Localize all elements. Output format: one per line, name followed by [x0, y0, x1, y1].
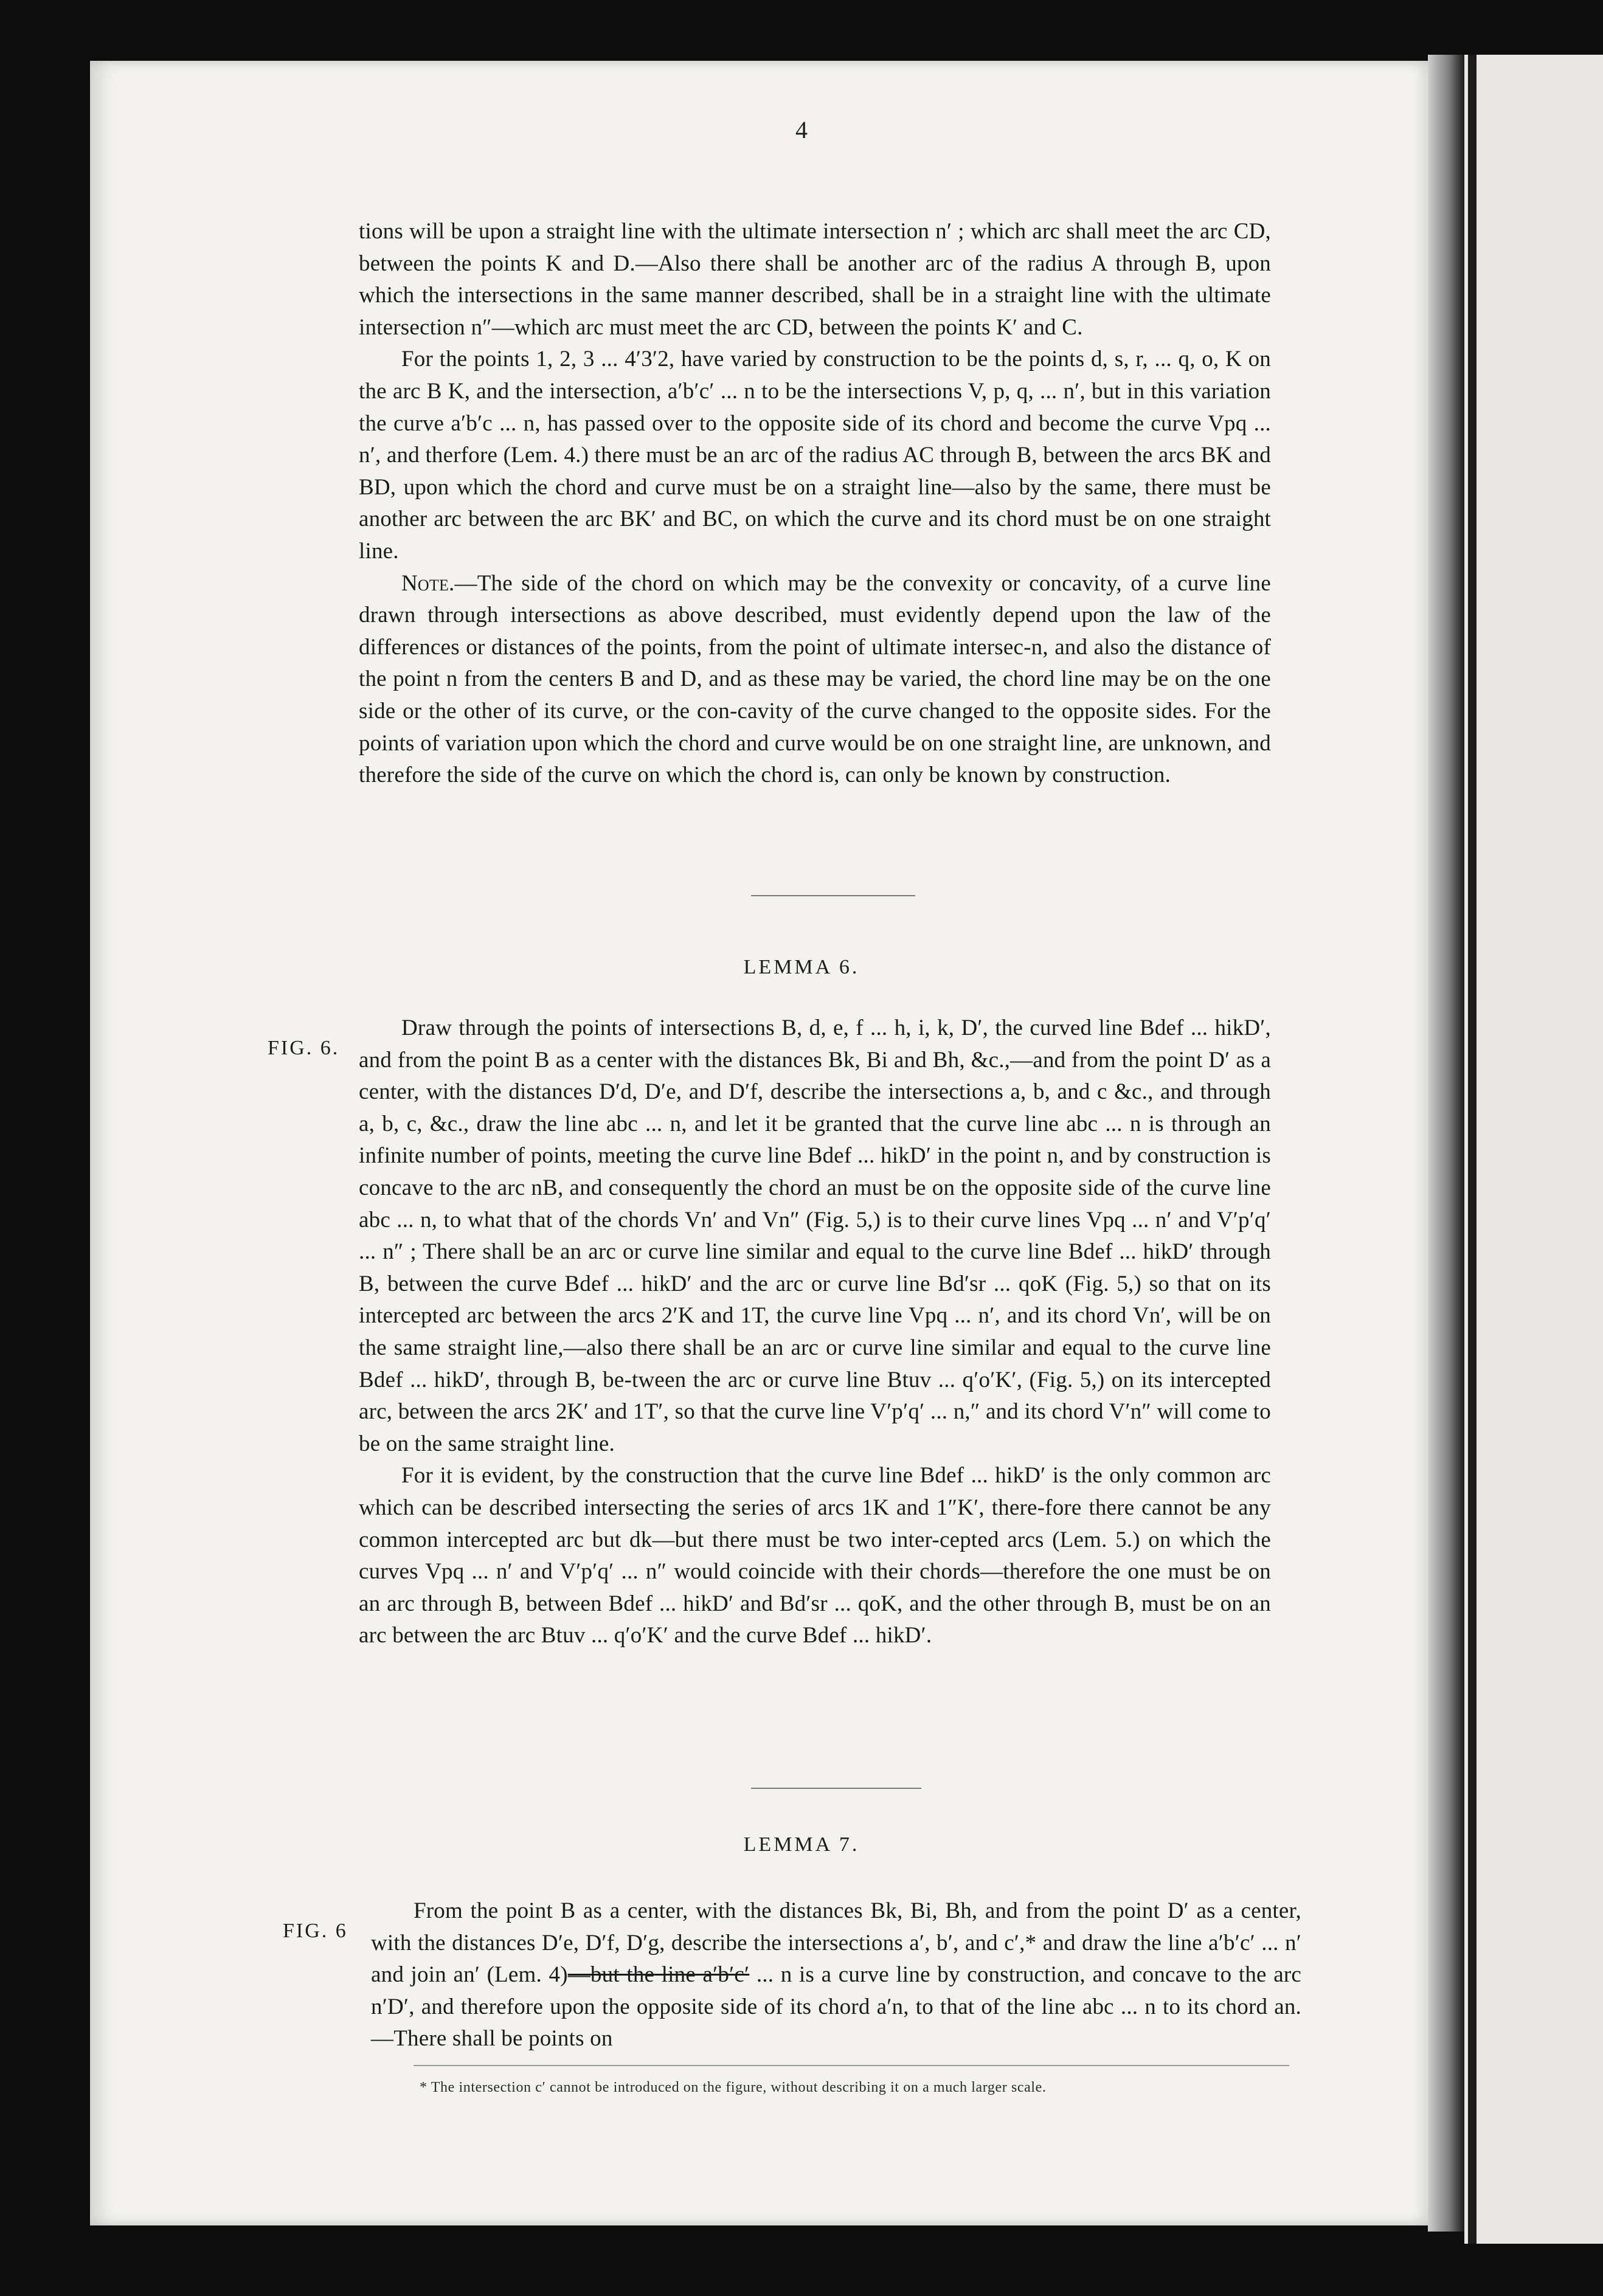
lemma-7-body	[371, 1895, 1301, 2055]
lemma-7-text-start: From the point B as a center, with the distances Bk, Bi, Bh, and from the point D′ as a center, with the distances D′e, D′f, D′g, describe the intersections a′, b′, and c′,* and draw the line a′b′c′ ... n′ and join an′ (Lem. 4)	[371, 1898, 1301, 1988]
page-number: 4	[795, 116, 808, 144]
lemma-6-paragraph-2: For it is evident, by the construction that the curve line Bdef ... hikD′ is the only common arc which can be described intersecting the series of arcs 1K and 1″K′, there-fore there cannot be any common intercepted arc but dk—but there must be two inter-cepted arcs (Lem. 5.) on which the curves Vpq ... n′ and V′p′q′ ... n″ would coincide with their chords—therefore the one must be on an arc through B, between Bdef ... hikD′ and Bd′sr ... qoK, and the other through B, must be on an arc between the arc Btuv ... q′o′K′ and the curve Bdef ... hikD′.	[359, 1463, 1271, 1648]
lemma-7-struck-text: —but the line a′b′c′	[567, 1962, 750, 1988]
lemma-6-body	[359, 1012, 1271, 1652]
footnote: * The intersection c′ cannot be introduced on the figure, without describing it on a much larger scale.	[420, 2080, 1047, 2095]
section-divider-1	[751, 895, 915, 896]
intro-section	[359, 216, 1271, 792]
lemma-7-paragraph	[371, 1895, 1301, 2055]
footnote-divider	[414, 2065, 1289, 2066]
book-gutter-shadow	[1428, 55, 1464, 2232]
note-label: Note.	[401, 570, 455, 596]
note-text: —The side of the chord on which may be the convexity or concavity, of a curve line drawn through intersections as above described, must evidently depend upon the law of the differences or distances of the points, from the point of ultimate intersec-n, and also the distance of the point n from the centers B and D, and as these may be varied, the chord line may be on the one side or the other of its curve, or the con-cavity of the curve changed to the opposite sides. For the points of variation upon which the chord and curve would be on one straight line, are unknown, and therefore the side of the curve on which the chord is, can only be known by construction.	[359, 570, 1271, 788]
lemma-7-text-end: ... n is a curve line by construction, and concave to the arc n′D′, and therefore upon the opposite side of its chord a′n, to that of the line abc ... n to its chord an.—There shall be points on	[371, 1962, 1301, 2052]
section-divider-2	[751, 1788, 921, 1789]
lemma-7-fig-label: FIG. 6	[283, 1920, 348, 1942]
facing-page-edge	[1464, 55, 1603, 2244]
lemma-6-paragraph-1: Draw through the points of intersections B, d, e, f ... h, i, k, D′, the curved line Bdef ... hikD′, and from the point B as a center with the distances Bk, Bi and Bh, &c.,—and from the point D′ as a center, with the distances D′d, D′e, and D′f, describe the intersections a, b, and c &c., and through a, b, c, &c., draw the line abc ... n, and let it be granted that the curve line abc ... n is through an infinite number of points, meeting the curve line Bdef ... hikD′ in the point n, and by construction is concave to the arc nB, and consequently the chord an must be on the opposite side of the curve line abc ... n, to what that of the chords Vn′ and Vn″ (Fig. 5,) is to their curve lines Vpq ... n′ and V′p′q′ ... n″ ; There shall be an arc or curve line similar and equal to the curve line Bdef ... hikD′ through B, between the curve Bdef ... hikD′ and the arc or curve line Bd′sr ... qoK (Fig. 5,) so that on its intercepted arc between the arcs 2′K and 1T, the curve line Vpq ... n′, and its chord Vn′, will be on the same straight line,—also there shall be an arc or curve line similar and equal to the curve line Bdef ... hikD′, through B, be-tween the arc or curve line Btuv ... q′o′K′, (Fig. 5,) on its intercepted arc, between the arcs 2K′ and 1T′, so that the curve line V′p′q′ ... n,″ and its chord V′n″ will come to be on the same straight line.	[359, 1015, 1271, 1456]
lemma-6-heading: LEMMA 6.	[743, 956, 860, 978]
lemma-7-heading: LEMMA 7.	[743, 1833, 860, 1856]
intro-paragraph-1: tions will be upon a straight line with the ultimate intersection n′ ; which arc shall meet the arc CD, between the points K and D.—Also there shall be another arc of the radius A through B, upon which the intersections in the same manner described, shall be in a straight line with the ultimate intersection n″—which arc must meet the arc CD, between the points K′ and C.	[359, 219, 1271, 340]
intro-paragraph-2: For the points 1, 2, 3 ... 4′3′2, have varied by construction to be the points d, s, r, ... q, o, K on the arc B K, and the intersection, a′b′c′ ... n to be the intersections V, p, q, ... n′, but in this variation the curve a′b′c ... n, has passed over to the opposite side of its chord and become the curve Vpq ... n′, and therfore (Lem. 4.) there must be an arc of the radius AC through B, between the arcs BK and BD, upon which the chord and curve must be on a straight line—also by the same, there must be another arc between the arc BK′ and BC, on which the curve and its chord must be on one straight line.	[359, 347, 1271, 564]
lemma-6-fig-label: FIG. 6.	[268, 1037, 340, 1059]
note-paragraph	[359, 568, 1271, 792]
